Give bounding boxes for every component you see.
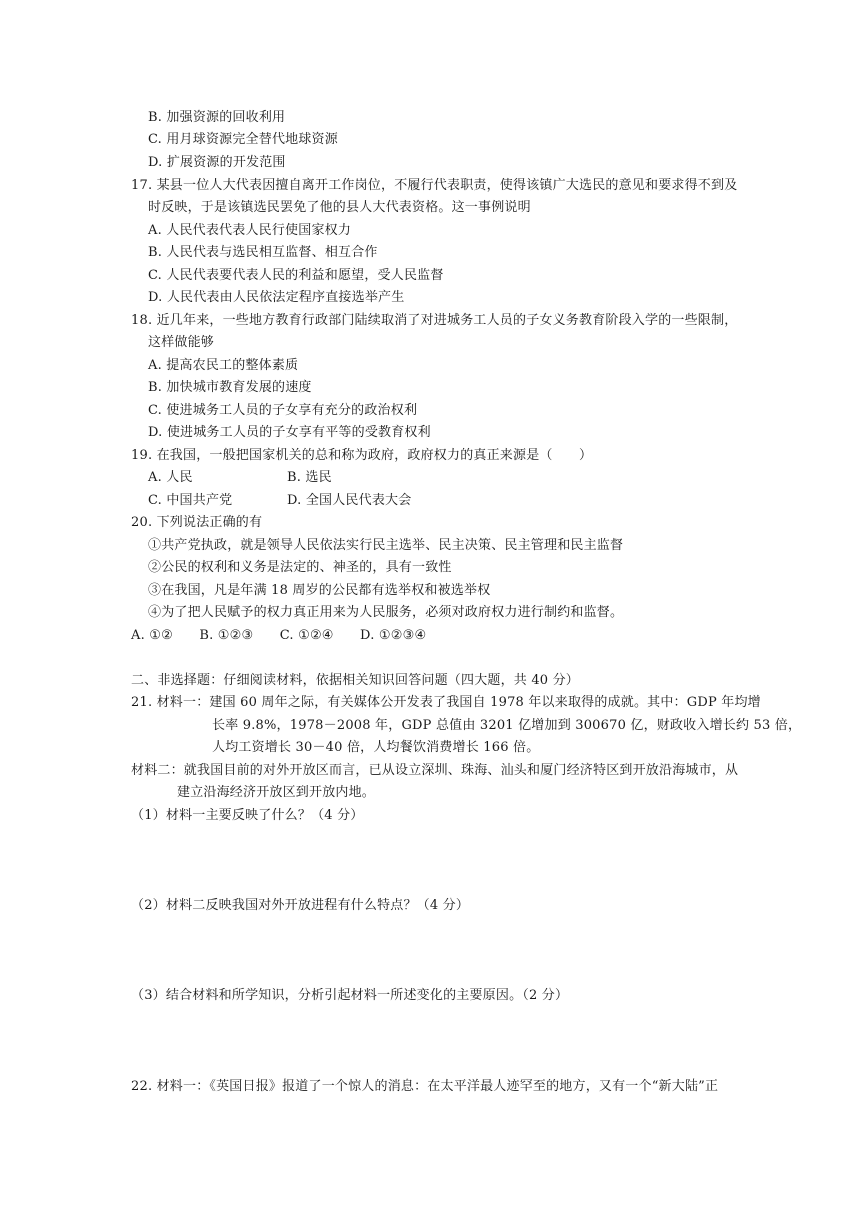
q18-option-b: B. 加快城市教育发展的速度 bbox=[148, 380, 312, 395]
q18-stem-line2: 这样做能够 bbox=[148, 335, 215, 350]
q21-material1-line2: 长率 9.8%，1978－2008 年，GDP 总值由 3201 亿增加到 300670 亿，财政收入增长约 53 倍， bbox=[212, 718, 802, 733]
q17-option-a: A. 人民代表代表人民行使国家权力 bbox=[148, 223, 352, 238]
q22-line1: 22. 材料一：《英国日报》报道了一个惊人的消息：在太平洋最人迹罕至的地方，又有一个“新大陆”正 bbox=[131, 1079, 719, 1094]
q21-subquestion-1: （1）材料一主要反映了什么？（4 分） bbox=[131, 808, 364, 823]
q18-option-d: D. 使进城务工人员的子女享有平等的受教育权利 bbox=[148, 425, 431, 440]
q21-material2-line1: 材料二：就我国目前的对外开放区而言，已从设立深圳、珠海、汕头和厦门经济特区到开放沿海城市，从 bbox=[131, 763, 739, 778]
q19-option-b: B. 选民 bbox=[287, 470, 332, 485]
q20-statement-3: ③在我国，凡是年满 18 周岁的公民都有选举权和被选举权 bbox=[148, 583, 491, 598]
q20-statement-1: ①共产党执政，就是领导人民依法实行民主选举、民主决策、民主管理和民主监督 bbox=[148, 538, 624, 553]
q20-options: A. ①② B. ①②③ C. ①②④ D. ①②③④ bbox=[131, 628, 427, 643]
q17-stem-line1: 17. 某县一位人大代表因擅自离开工作岗位，不履行代表职责，使得该镇广大选民的意见和要求得不到及 bbox=[131, 178, 738, 193]
q19-option-a: A. 人民 bbox=[148, 470, 193, 485]
q21-material1-line3: 人均工资增长 30－40 倍，人均餐饮消费增长 166 倍。 bbox=[212, 740, 540, 755]
q18-option-c: C. 使进城务工人员的子女享有充分的政治权利 bbox=[148, 403, 418, 418]
q17-option-c: C. 人民代表要代表人民的利益和愿望，受人民监督 bbox=[148, 268, 444, 283]
q18-option-a: A. 提高农民工的整体素质 bbox=[148, 358, 299, 373]
q21-subquestion-3: （3）结合材料和所学知识，分析引起材料一所述变化的主要原因。（2 分） bbox=[131, 988, 569, 1003]
q17-option-b: B. 人民代表与选民相互监督、相互合作 bbox=[148, 245, 378, 260]
q20-statement-4: ④为了把人民赋予的权力真正用来为人民服务，必须对政府权力进行制约和监督。 bbox=[148, 605, 624, 620]
q16-option-b: B. 加强资源的回收利用 bbox=[148, 110, 286, 125]
q17-option-d: D. 人民代表由人民依法定程序直接选举产生 bbox=[148, 290, 405, 305]
q16-option-c: C. 用月球资源完全替代地球资源 bbox=[148, 132, 338, 147]
q20-stem: 20. 下列说法正确的有 bbox=[131, 515, 263, 530]
q21-subquestion-2: （2）材料二反映我国对外开放进程有什么特点？（4 分） bbox=[131, 898, 470, 913]
section2-heading: 二、非选择题：仔细阅读材料，依据相关知识回答问题（四大题，共 40 分） bbox=[131, 673, 580, 688]
q17-stem-line2: 时反映，于是该镇选民罢免了他的县人大代表资格。这一事例说明 bbox=[148, 200, 531, 215]
q21-material2-line2: 建立沿海经济开放区到开放内地。 bbox=[177, 785, 376, 800]
q18-stem-line1: 18. 近几年来，一些地方教育行政部门陆续取消了对进城务工人员的子女义务教育阶段入学的一些限制， bbox=[131, 313, 738, 328]
q19-option-c: C. 中国共产党 bbox=[148, 493, 233, 508]
q19-stem: 19. 在我国，一般把国家机关的总和称为政府，政府权力的真正来源是（ ） bbox=[131, 448, 593, 463]
q16-option-d: D. 扩展资源的开发范围 bbox=[148, 155, 286, 170]
q19-option-d: D. 全国人民代表大会 bbox=[287, 493, 412, 508]
q20-statement-2: ②公民的权利和义务是法定的、神圣的，具有一致性 bbox=[148, 560, 452, 575]
q21-material1-line1: 21. 材料一：建国 60 周年之际，有关媒体公开发表了我国自 1978 年以来取得的成就。其中：GDP 年均增 bbox=[131, 695, 761, 710]
